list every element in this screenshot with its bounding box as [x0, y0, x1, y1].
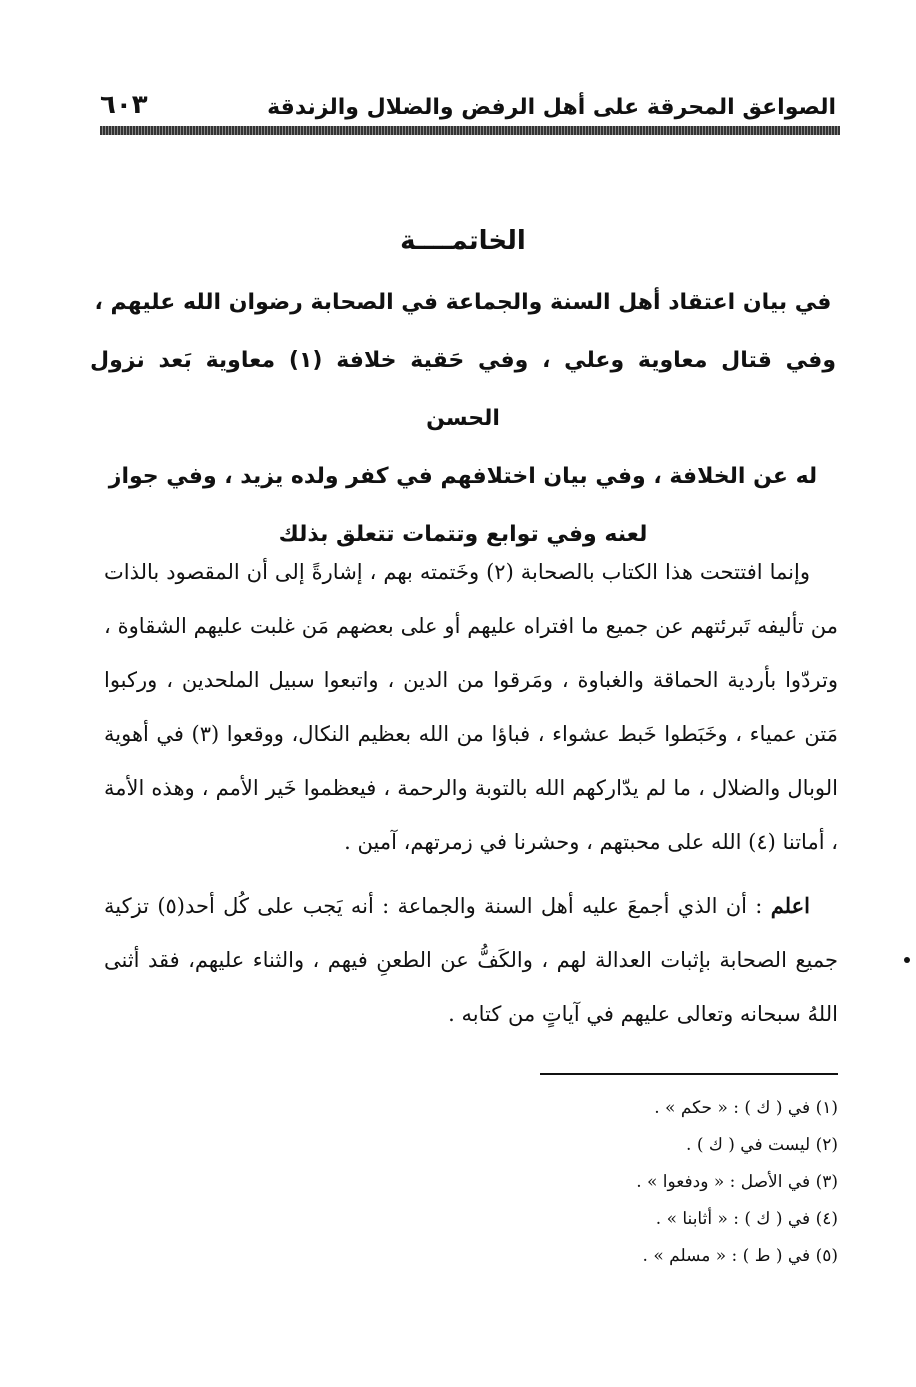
- footnote: (٤) في ( ك ) : « أثابنا » .: [655, 1209, 838, 1229]
- header-rule: [100, 126, 840, 135]
- chapter-subtitle: [90, 274, 836, 564]
- chapter-heading: [90, 226, 836, 564]
- footnote: (١) في ( ك ) : « حكم » .: [654, 1098, 838, 1118]
- footnote: (٢) ليست في ( ك ) .: [686, 1135, 838, 1155]
- paragraph-consensus: [104, 879, 838, 1041]
- footnotes: [104, 1090, 838, 1275]
- subtitle-line: في بيان اعتقاد أهل السنة والجماعة في الصحابة رضوان الله عليهم ،: [94, 290, 832, 315]
- paragraph-consensus-text: : أن الذي أجمعَ عليه أهل السنة والجماعة : أنه يَجب على كُل أحد(٥) تزكية جميع الصحابة بإثبات العدالة لهم ، والكَفُّ عن الطعنِ فيهم ، والثناء عليهم، فقد أثنى اللهُ سبحانه وتعالى عليهم في آياتٍ من كتابه .: [104, 894, 838, 1026]
- subtitle-line: لعنه وفي توابع وتتمات تتعلق بذلك: [278, 522, 648, 547]
- page-number: ٦٠٣: [100, 90, 148, 120]
- subtitle-line: وفي قتال معاوية وعلي ، وفي حَقية خلافة (١) معاوية بَعد نزول الحسن: [90, 348, 836, 431]
- footnote: (٥) في ( ط ) : « مسلم » .: [642, 1246, 838, 1266]
- paragraph-introduction: وإنما افتتحت هذا الكتاب بالصحابة (٢) وخَتمته بهم ، إشارةً إلى أن المقصود بالذات من تأليفه تَبرئتهم عن جميع ما افتراه عليهم أو على بعضهم مَن غلبت عليهم الشقاوة ، وتردّوا بأردية الحماقة والغباوة ، ومَرقوا من الدين ، واتبعوا سبيل الملحدين ، وركبوا مَتن عمياء ، وخَبَطوا خَبط عشواء ، فباؤا من الله بعظيم النكال، ووقعوا (٣) في أهوية الوبال والضلال ، ما لم يدّاركهم الله بالتوبة والرحمة ، فيعظموا خَير الأمم ، وهذه الأمة ، أماتنا (٤) الله على محبتهم ، وحشرنا في زمرتهم، آمين .: [104, 560, 838, 854]
- running-title: الصواعق المحرقة على أهل الرفض والضلال والزندقة: [267, 95, 836, 120]
- running-head: [100, 80, 836, 120]
- footnote: (٣) في الأصل : « ودفعوا » .: [636, 1172, 838, 1192]
- chapter-title: الخاتمــــة: [400, 226, 526, 256]
- subtitle-line: له عن الخلافة ، وفي بيان اختلافهم في كفر ولده يزيد ، وفي جواز: [108, 464, 818, 489]
- paragraph-lead-word: اعلم: [770, 893, 810, 918]
- body-text: [104, 545, 838, 1041]
- footnotes-separator: [540, 1073, 838, 1075]
- margin-dot: [904, 957, 910, 963]
